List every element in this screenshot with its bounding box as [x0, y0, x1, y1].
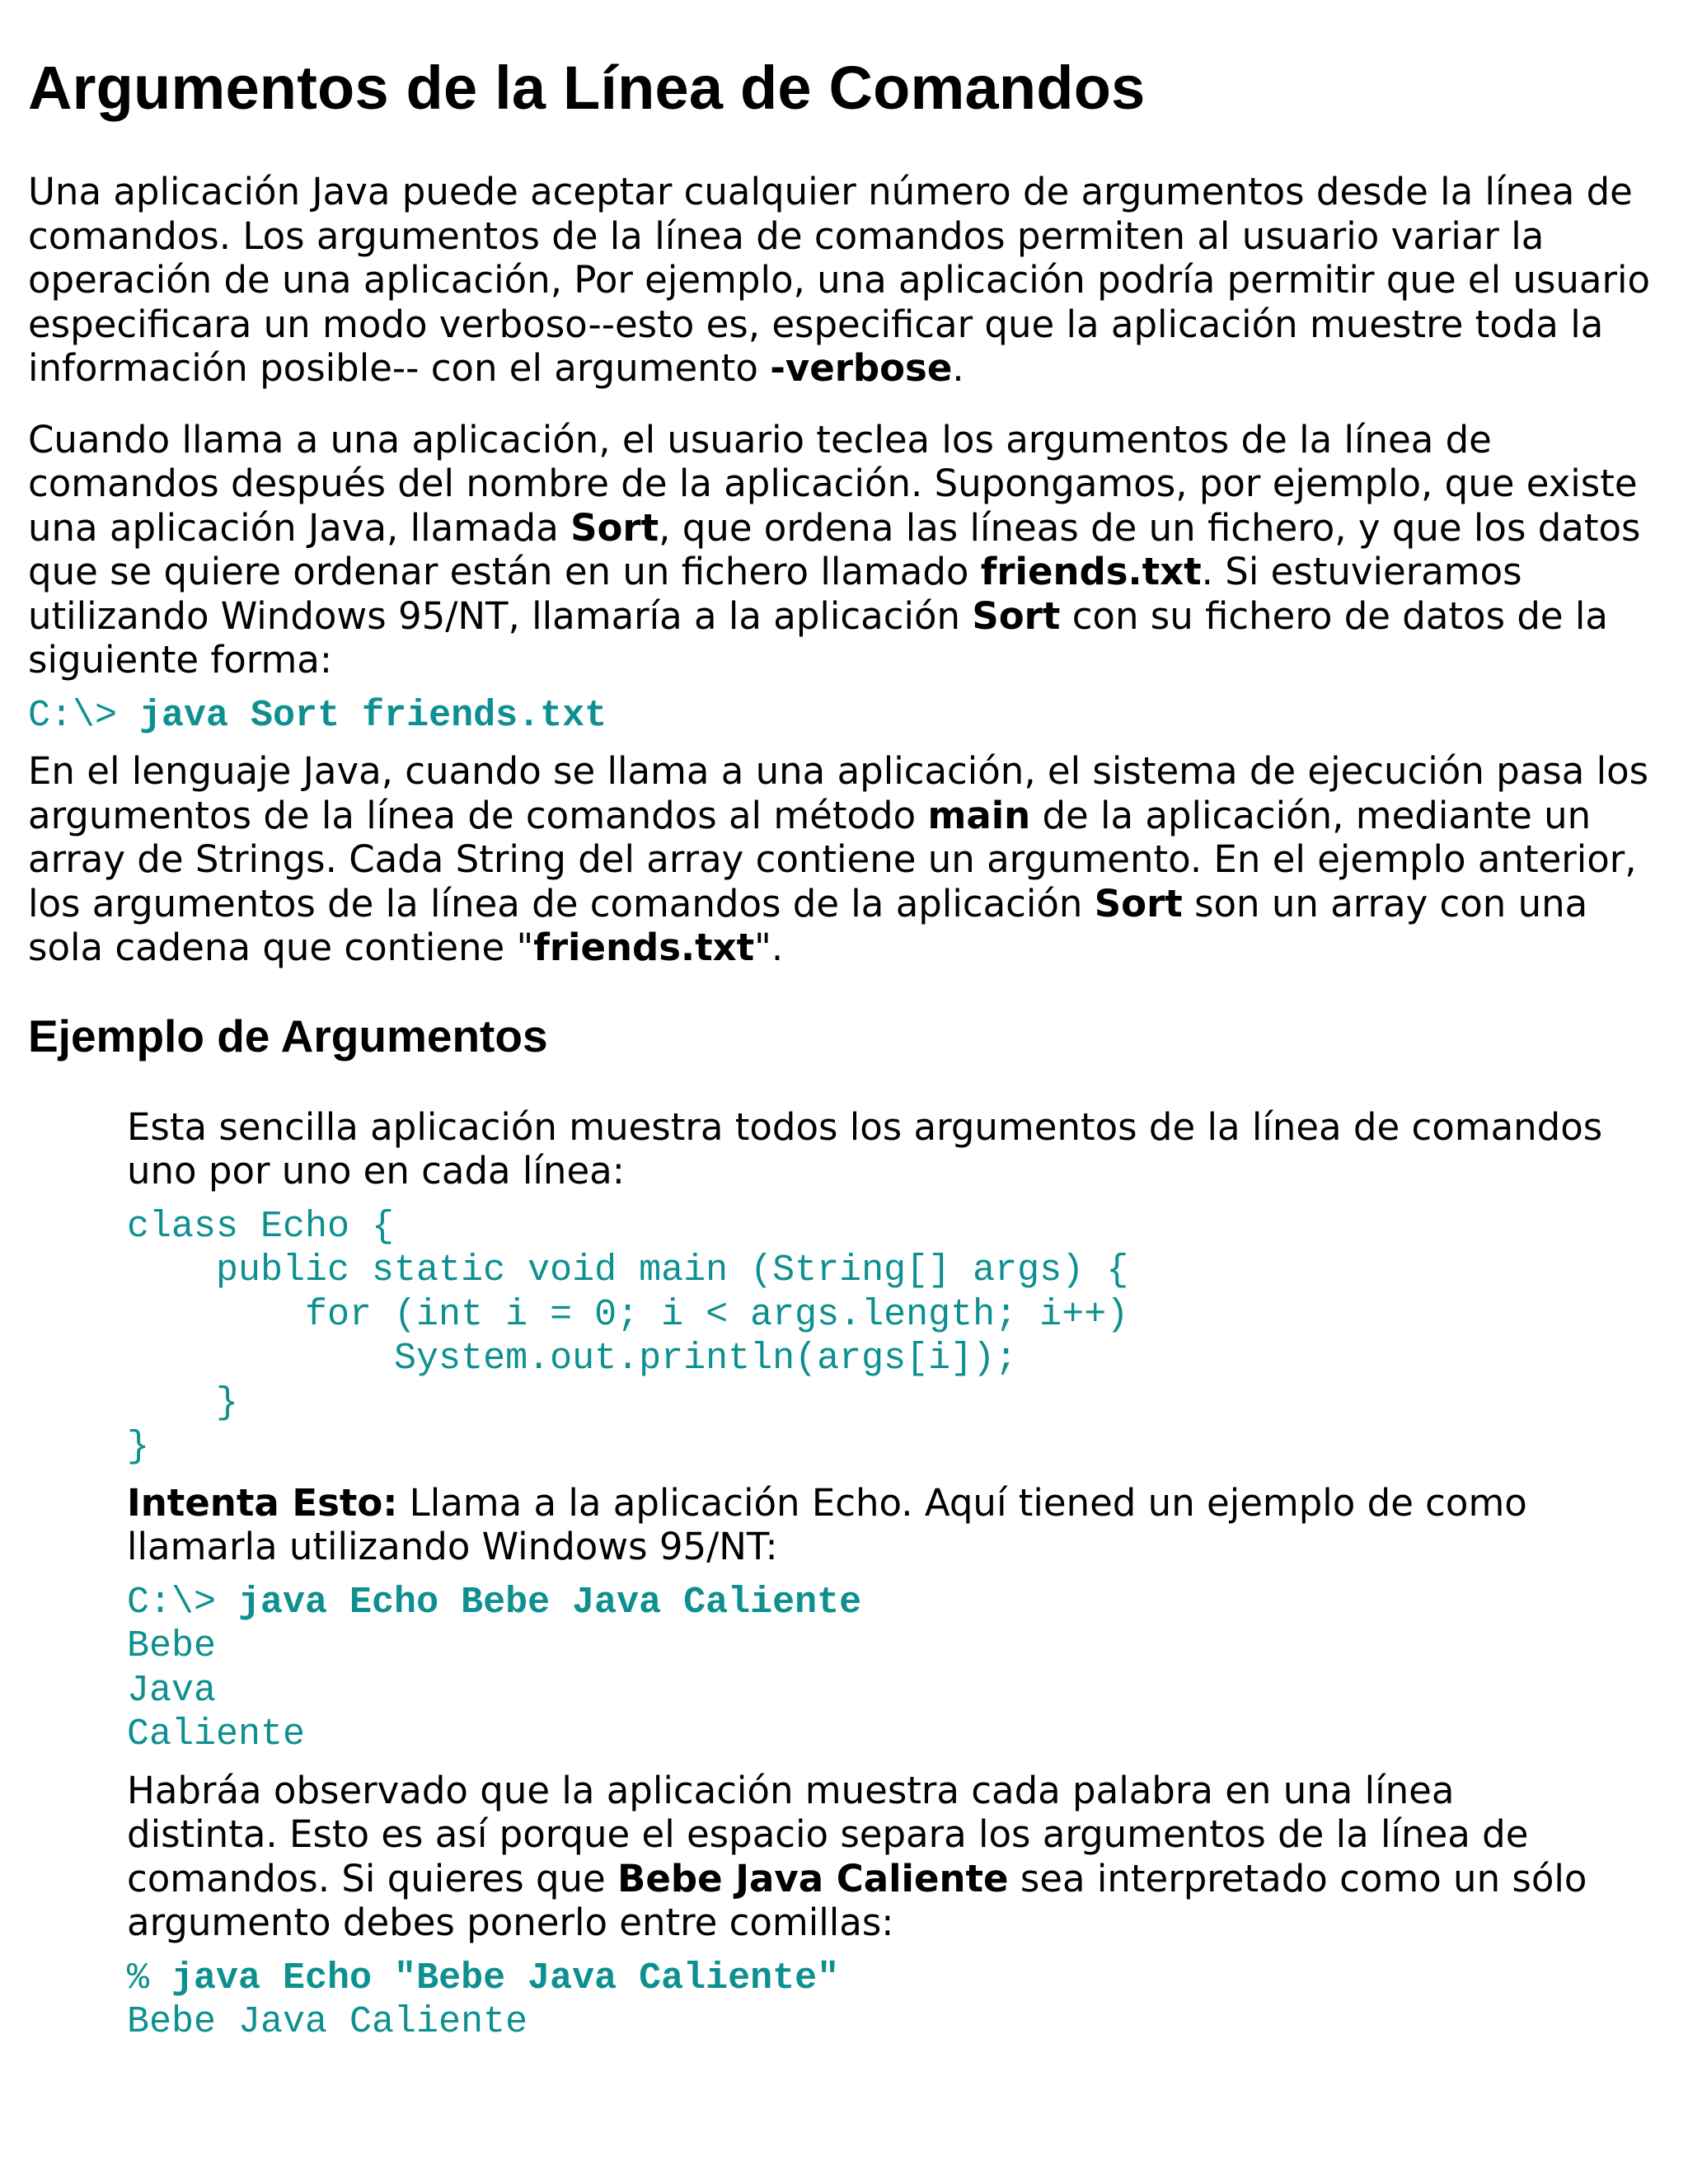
main-method-paragraph	[28, 749, 1668, 970]
echo-description: Esta sencilla aplicación muestra todos los argumentos de la línea de comandos uno por uno en cada línea:	[127, 1104, 1603, 1193]
sort-app-name-2: Sort	[972, 593, 1061, 638]
verbose-flag: -verbose	[770, 346, 953, 390]
try-this-text: Llama a la aplicación Echo. Aquí tiened un ejemplo de como llamarla utilizando Windows 95/NT:	[127, 1480, 1527, 1568]
sort-app-name: Sort	[570, 505, 659, 550]
intro-text-2: .	[952, 346, 964, 390]
code-line: }	[127, 1381, 239, 1424]
code-line: class Echo {	[127, 1205, 395, 1248]
main-text-2: de la aplicación, mediante un array de Strings. Cada String del array contiene un argumento. En el ejemplo anterior, los argumentos de la línea de comandos de la aplicación	[28, 793, 1637, 926]
main-text-3: son un array con una sola cadena que contiene "	[28, 881, 1588, 969]
output-line: Java	[127, 1669, 217, 1712]
output-line: Caliente	[127, 1713, 306, 1755]
example-section	[127, 1105, 1611, 2045]
calling-paragraph	[28, 418, 1668, 682]
main-text-4: ".	[754, 926, 784, 969]
quotes-text-2: sea interpretado como un sólo argumento debes ponerlo entre comillas:	[127, 1856, 1587, 1944]
friends-file-name: friends.txt	[980, 550, 1202, 593]
output-line: Bebe	[127, 1625, 217, 1667]
calling-text-1: Cuando llama a una aplicación, el usuario teclea los argumentos de la línea de comandos después del nombre de la aplicación. Supongamos, por ejemplo, que existe una aplicación Java, llamada	[28, 417, 1638, 550]
calling-text-2: , que ordena las líneas de un fichero, y que los datos que se quiere ordenar están en un fichero llamado	[28, 505, 1641, 593]
calling-text-4: con su fichero de datos de la siguiente forma:	[28, 593, 1608, 682]
try-this-paragraph	[127, 1481, 1611, 1569]
intro-text-1: Una aplicación Java puede aceptar cualquier número de argumentos desde la línea de comandos. Los argumentos de la línea de comandos permiten al usuario variar la operación de una aplicación, Por ejemplo, una aplicación podría permitir que el usuario especificara un modo verboso--esto es, especificar que la aplicación muestre toda la información posible-- con el argumento	[28, 170, 1651, 390]
quoted-command-example	[127, 1957, 1611, 2045]
document-page	[28, 0, 1668, 2045]
main-text-1: En el lenguaje Java, cuando se llama a una aplicación, el sistema de ejecución pasa los argumentos de la línea de comandos al método	[28, 749, 1649, 837]
main-method-name: main	[927, 793, 1031, 837]
code-line: for (int i = 0; i < args.length; i++)	[127, 1293, 1129, 1336]
section-title: Ejemplo de Argumentos	[28, 1010, 548, 1062]
echo-code-block	[127, 1205, 1611, 1469]
command-prompt: %	[127, 1957, 172, 1999]
sort-app-name-3: Sort	[1094, 881, 1183, 926]
quotes-text-1: Habráa observado que la aplicación muestra cada palabra en una línea distinta. Esto es así porque el espacio separa los argumentos de la línea de comandos. Si quieres que	[127, 1768, 1529, 1900]
intro-paragraph	[28, 170, 1668, 391]
bebe-java-caliente: Bebe Java Caliente	[617, 1856, 1009, 1900]
sort-command-example	[28, 694, 1668, 738]
friends-file-name-2: friends.txt	[533, 926, 755, 969]
command-text: java Echo "Bebe Java Caliente"	[171, 1957, 840, 1999]
quotes-paragraph	[127, 1769, 1611, 1945]
page-title: Argumentos de la Línea de Comandos	[28, 54, 1146, 122]
command-prompt: C:\>	[127, 1581, 239, 1624]
calling-text-3: . Si estuvieramos utilizando Windows 95/NT, llamaría a la aplicación	[28, 550, 1522, 638]
code-line: System.out.println(args[i]);	[127, 1338, 1018, 1380]
command-text: java Echo Bebe Java Caliente	[238, 1581, 862, 1624]
try-this-label: Intenta Esto:	[127, 1480, 398, 1525]
echo-command-example	[127, 1581, 1611, 1757]
command-text: java Sort friends.txt	[139, 694, 607, 737]
command-prompt: C:\>	[28, 694, 140, 737]
code-line: }	[127, 1426, 150, 1468]
code-line: public static void main (String[] args) {	[127, 1249, 1129, 1291]
output-line: Bebe Java Caliente	[127, 2001, 528, 2043]
